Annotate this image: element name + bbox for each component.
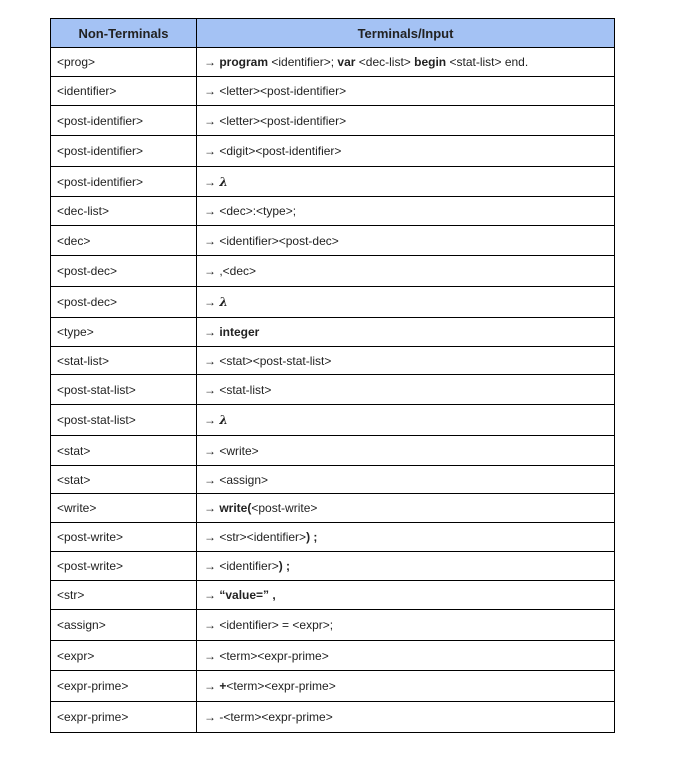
grammar-table-header [51,19,615,48]
production-segment: → <write> [204,443,259,458]
header-non-terminals: Non-Terminals [51,19,197,48]
production-segment: → [204,55,220,69]
production-cell [197,167,615,197]
table-row [51,318,615,347]
production-segment: → [204,295,220,309]
production-segment: + [219,679,227,693]
table-row [51,347,615,375]
non-terminal-cell: <type> [51,318,197,347]
table-row [51,552,615,581]
header-terminals-input: Terminals/Input [197,19,615,48]
table-row [51,226,615,256]
production-segment: → -<term><expr-prime> [204,710,333,724]
production-cell [197,671,615,702]
table-row [51,671,615,702]
production-segment: <post-write> [251,501,318,515]
non-terminal-cell: <post-write> [51,523,197,552]
production-segment: integer [219,325,260,339]
non-terminal-cell: <expr-prime> [51,702,197,733]
table-row [51,197,615,226]
production-cell [197,318,615,347]
non-terminal-cell: <expr-prime> [51,671,197,702]
production-segment: program [219,55,269,69]
production-cell [197,523,615,552]
non-terminal-cell: <post-write> [51,552,197,581]
production-segment: → [204,501,220,515]
production-segment: → <identifier> [204,559,279,573]
lambda-symbol: λ [219,295,228,309]
production-segment: → <dec>:<type>; [204,204,297,218]
table-row [51,523,615,552]
table-row [51,136,615,167]
production-segment: → ,<dec> [204,264,257,278]
production-segment: → <str><identifier> [204,530,307,544]
table-row [51,48,615,77]
production-cell [197,405,615,436]
non-terminal-cell: <post-dec> [51,256,197,287]
production-segment: → [204,325,220,339]
lambda-symbol: λ [219,413,228,427]
table-row [51,466,615,494]
production-segment: var [337,55,356,69]
production-segment: → <stat><post-stat-list> [204,353,332,368]
grammar-table [50,18,615,733]
production-segment: <term><expr-prime> [226,679,336,693]
non-terminal-cell: <post-stat-list> [51,375,197,405]
non-terminal-cell: <post-identifier> [51,167,197,197]
non-terminal-cell: <stat> [51,436,197,466]
production-segment: → <identifier> = <expr>; [204,618,334,632]
production-cell [197,226,615,256]
table-row [51,375,615,405]
table-row [51,702,615,733]
lambda-symbol: λ [219,174,228,189]
non-terminal-cell: <expr> [51,641,197,671]
non-terminal-cell: <stat-list> [51,347,197,375]
production-cell [197,347,615,375]
production-cell [197,466,615,494]
table-row [51,287,615,318]
production-segment: <identifier>; [268,55,338,69]
production-cell [197,494,615,523]
table-row [51,641,615,671]
non-terminal-cell: <identifier> [51,77,197,106]
non-terminal-cell: <str> [51,581,197,610]
non-terminal-cell: <write> [51,494,197,523]
production-cell [197,77,615,106]
production-segment: → [204,588,220,602]
table-row [51,436,615,466]
table-row [51,494,615,523]
production-segment: → [204,174,220,189]
non-terminal-cell: <post-dec> [51,287,197,318]
production-cell [197,375,615,405]
production-segment: → <stat-list> [204,382,272,397]
production-segment: begin [414,55,447,69]
production-segment: ) ; [278,559,291,573]
non-terminal-cell: <assign> [51,610,197,641]
production-segment: → <letter><post-identifier> [204,113,347,128]
non-terminal-cell: <post-stat-list> [51,405,197,436]
production-segment: → <assign> [204,472,269,487]
production-segment: ) ; [306,530,318,544]
non-terminal-cell: <post-identifier> [51,136,197,167]
production-segment: “value=” , [219,588,276,602]
production-segment: → [204,413,220,427]
production-cell [197,256,615,287]
non-terminal-cell: <dec> [51,226,197,256]
production-cell [197,552,615,581]
table-row [51,405,615,436]
production-segment: <dec-list> [355,55,415,69]
table-row [51,106,615,136]
production-segment: → [204,679,220,693]
non-terminal-cell: <post-identifier> [51,106,197,136]
production-segment: → <digit><post-identifier> [204,144,342,158]
grammar-table-body [51,48,615,733]
production-cell [197,610,615,641]
production-cell [197,287,615,318]
production-cell [197,702,615,733]
production-cell [197,436,615,466]
table-row [51,581,615,610]
production-segment: <stat-list> end. [446,55,529,69]
production-segment: → <identifier><post-dec> [204,233,339,248]
production-cell [197,106,615,136]
non-terminal-cell: <stat> [51,466,197,494]
production-segment: → <letter><post-identifier> [204,84,347,98]
table-row [51,256,615,287]
production-segment: write( [219,501,252,515]
production-cell [197,197,615,226]
header-row [51,19,615,48]
production-cell [197,136,615,167]
production-cell [197,641,615,671]
table-row [51,77,615,106]
table-row [51,610,615,641]
production-segment: → <term><expr-prime> [204,648,329,663]
table-row [51,167,615,197]
non-terminal-cell: <dec-list> [51,197,197,226]
production-cell [197,48,615,77]
non-terminal-cell: <prog> [51,48,197,77]
production-cell [197,581,615,610]
